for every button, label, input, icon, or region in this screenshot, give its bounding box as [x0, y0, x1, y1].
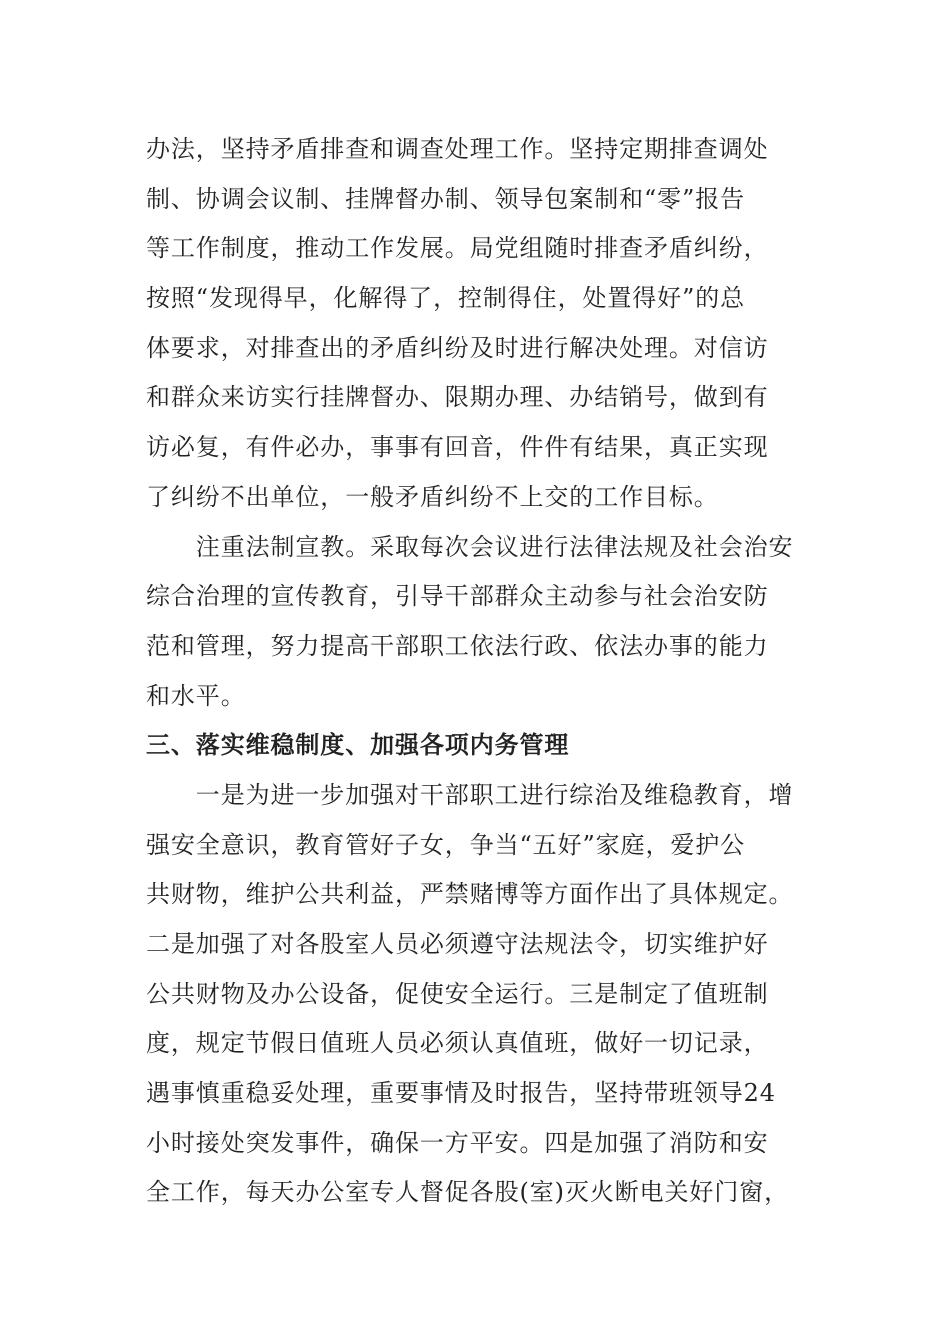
- text-line: 共财物，维护公共利益，严禁赌博等方面作出了具体规定。: [146, 880, 794, 909]
- text-line: 综合治理的宣传教育，引导干部群众主动参与社会治安防: [146, 582, 769, 611]
- document-body: [146, 125, 806, 1218]
- text-line: 体要求，对排查出的矛盾纠纷及时进行解决处理。对信访: [146, 333, 769, 362]
- text-line: 了纠纷不出单位，一般矛盾纠纷不上交的工作目标。: [146, 482, 719, 511]
- text-line: 办法，坚持矛盾排查和调查处理工作。坚持定期排查调处: [146, 135, 769, 163]
- section-heading: 三、落实维稳制度、加强各项内务管理: [146, 731, 570, 760]
- text-line: 注重法制宣教。采取每次会议进行法律法规及社会治安: [146, 532, 794, 561]
- text-line: 公共财物及办公设备，促使安全运行。三是制定了值班制: [146, 979, 769, 1008]
- text-line: 按照“发现得早，化解得了，控制得住，处置得好”的总: [146, 284, 746, 313]
- text-line: 访必复，有件必办，事事有回音，件件有结果，真正实现: [146, 433, 769, 462]
- text-line: 范和管理，努力提高干部职工依法行政、依法办事的能力: [146, 631, 769, 660]
- text-line: 制、协调会议制、挂牌督办制、领导包案制和“零”报告: [146, 184, 746, 213]
- text-line: 和群众来访实行挂牌督办、限期办理、办结销号，做到有: [146, 383, 769, 412]
- text-line: 全工作，每天办公室专人督促各股(室)灭火断电关好门窗，: [146, 1178, 790, 1207]
- text-line: 等工作制度，推动工作发展。局党组随时排查矛盾纠纷，: [146, 234, 769, 263]
- text-line: 小时接处突发事件，确保一方平安。四是加强了消防和安: [146, 1128, 769, 1157]
- text-line: 强安全意识，教育管好子女，争当“五好”家庭，爱护公: [146, 830, 746, 859]
- text-line: 二是加强了对各股室人员必须遵守法规法令，切实维护好: [146, 930, 769, 958]
- text-line: 和水平。: [146, 681, 246, 710]
- text-line: 度，规定节假日值班人员必须认真值班，做好一切记录，: [146, 1029, 769, 1058]
- text-line: 遇事慎重稳妥处理，重要事情及时报告，坚持带班领导24: [146, 1079, 776, 1108]
- text-line: 一是为进一步加强对干部职工进行综治及维稳教育，增: [146, 780, 794, 809]
